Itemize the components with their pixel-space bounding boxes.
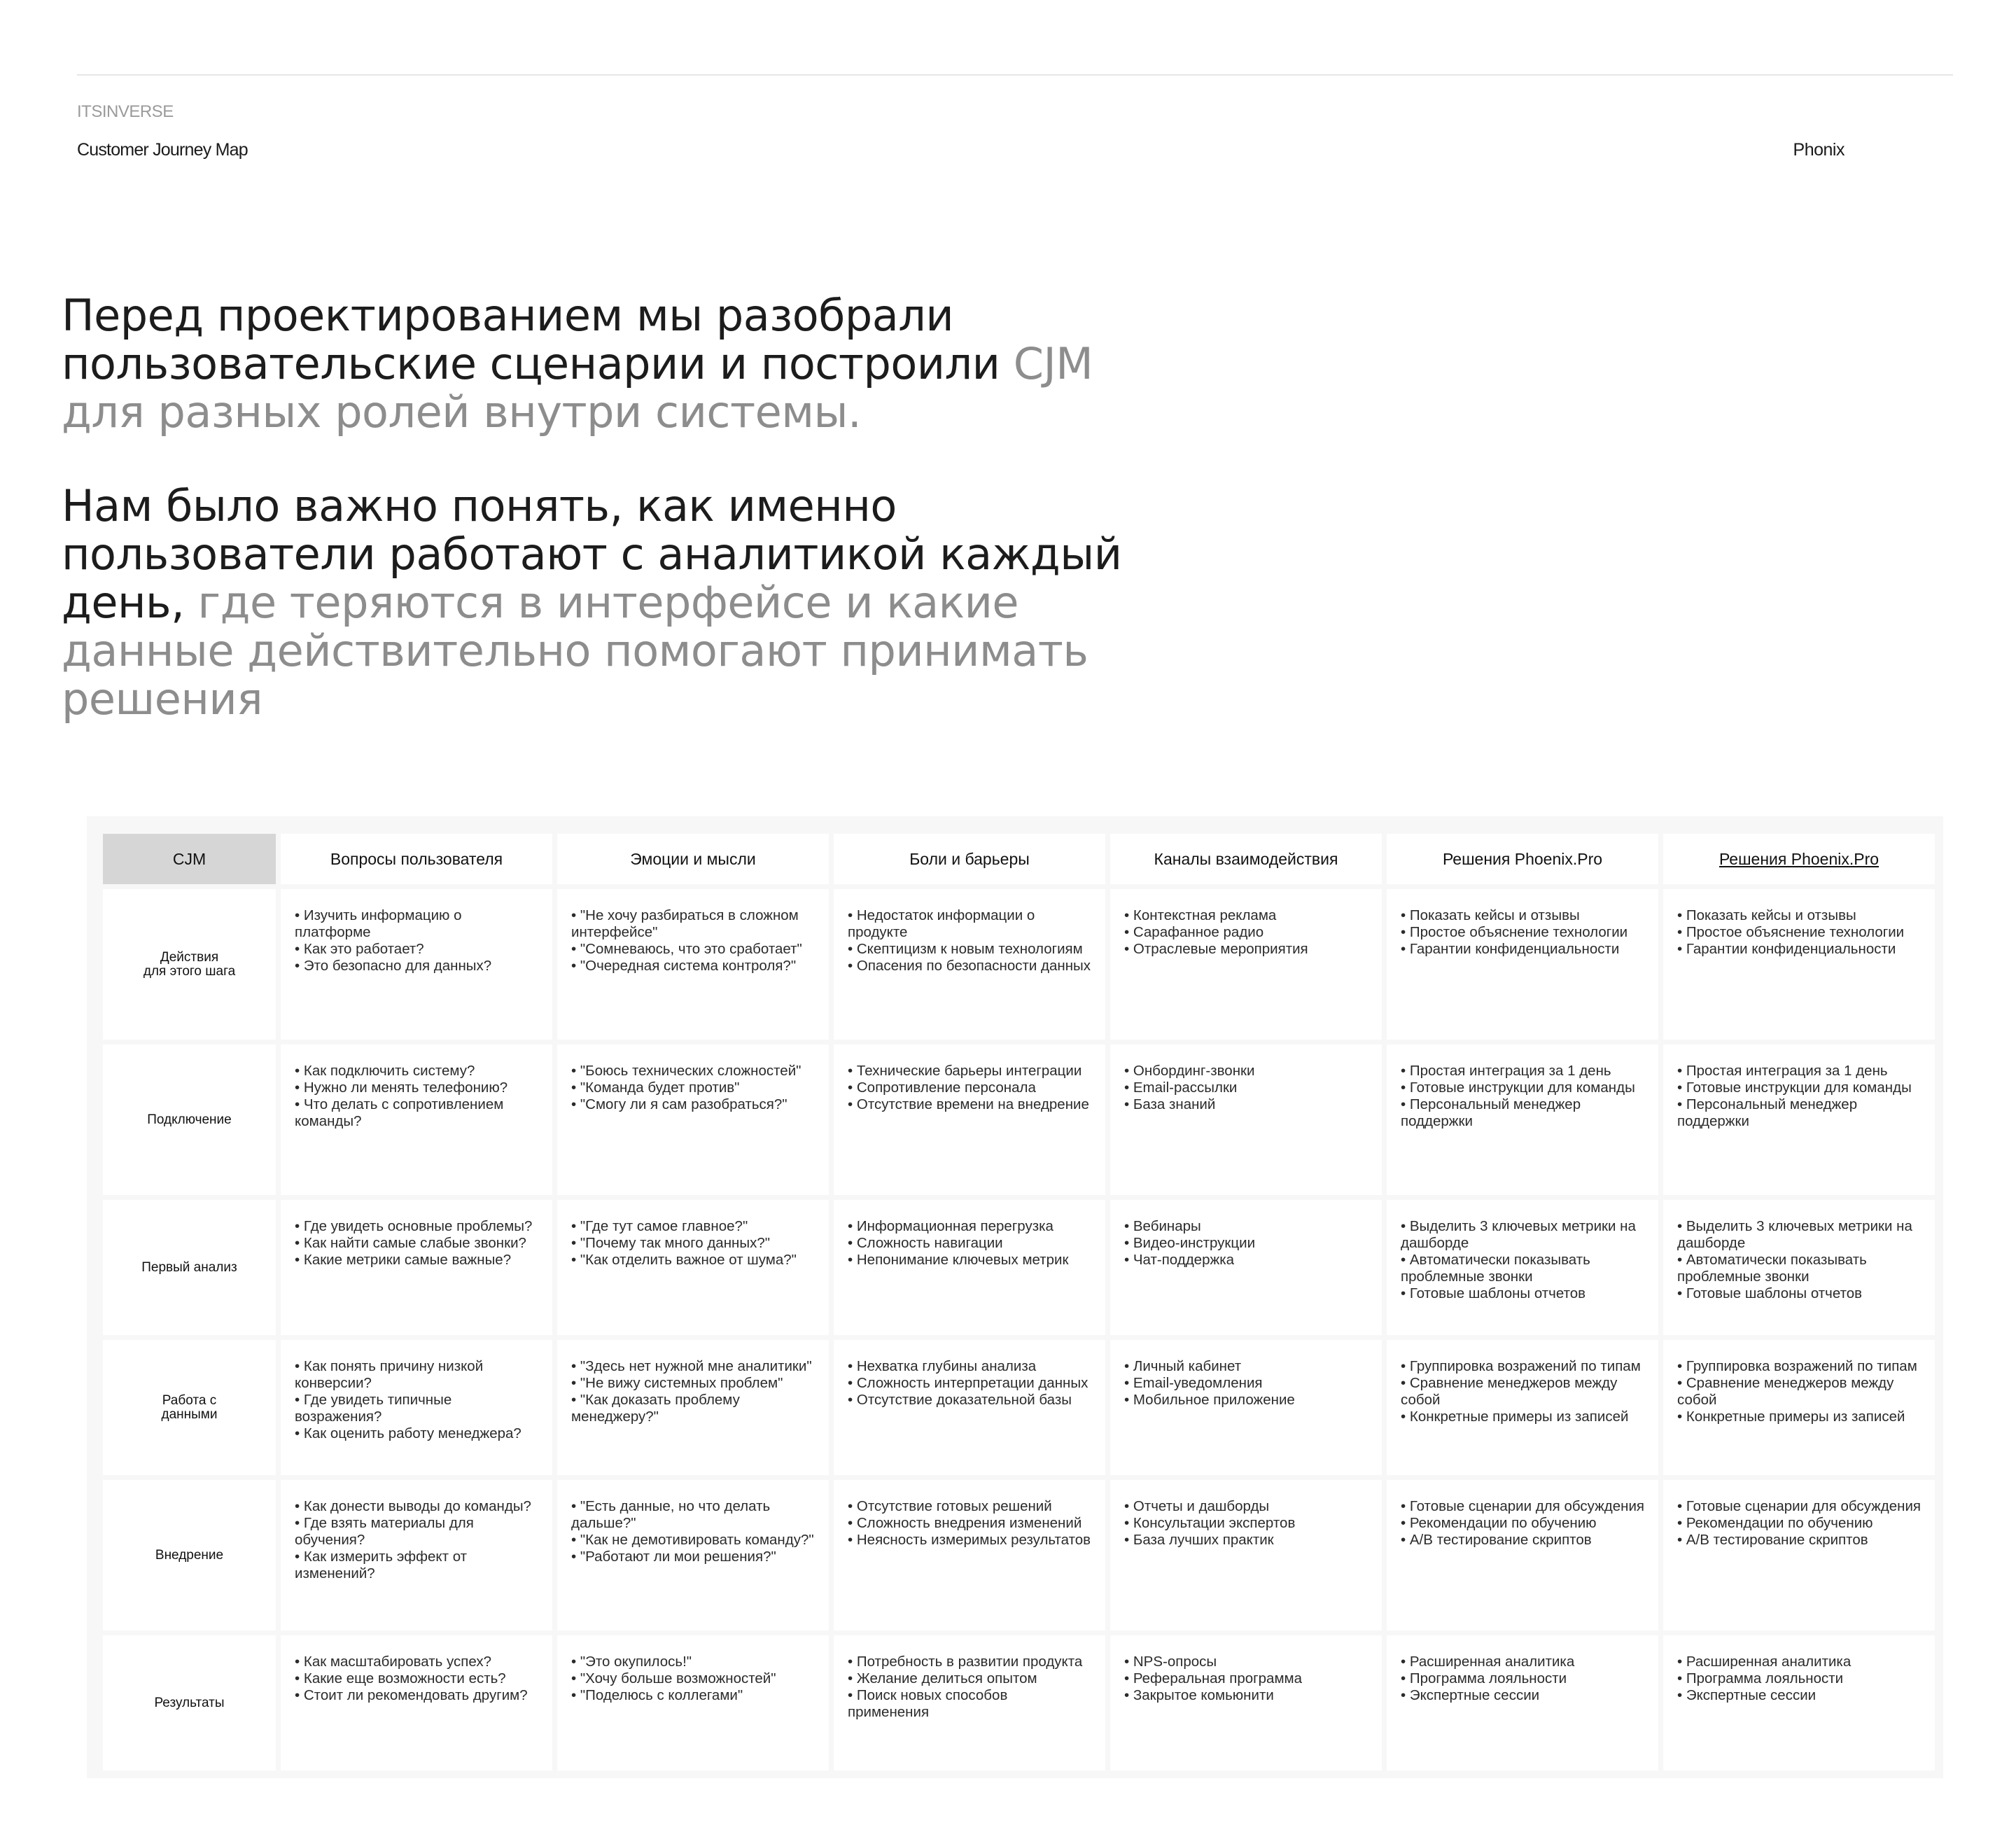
- cell-text: • Выделить 3 ключевых метрики на дашборде • Автоматически показывать проблемные звонки • Готовые шаблоны отчетов: [1401, 1218, 1636, 1301]
- cell-text: • Отсутствие готовых решений • Сложность внедрения изменений • Неясность измеримых результатов: [848, 1498, 1091, 1548]
- row-header: [103, 889, 276, 1040]
- column-header-linked: [1663, 834, 1935, 884]
- cell-text: • Нехватка глубины анализа • Сложность интерпретации данных • Отсутствие доказательной базы: [848, 1358, 1088, 1408]
- row-header: [103, 1340, 276, 1475]
- table-cell: [1387, 1480, 1658, 1630]
- table-cell: [1387, 1045, 1658, 1195]
- cell-text: • "Это окупилось!" • "Хочу больше возможностей" • "Поделюсь с коллегами": [571, 1654, 776, 1703]
- cell-text: • Группировка возражений по типам • Сравнение менеджеров между собой • Конкретные примеры из записей: [1401, 1358, 1641, 1425]
- cell-text: • Простая интеграция за 1 день • Готовые инструкции для команды • Персональный менеджер поддержки: [1677, 1063, 1912, 1129]
- table-cell: [834, 1200, 1105, 1335]
- column-header-link-text: Решения Phoenix.Pro: [1718, 849, 1879, 868]
- brand-label: ITSINVERSE: [77, 102, 174, 121]
- cell-text: • "Не хочу разбираться в сложном интерфейсе" • "Сомневаюсь, что это сработает" • "Очередная система контроля?": [571, 907, 802, 974]
- cell-text: • Расширенная аналитика • Программа лояльности • Экспертные сессии: [1677, 1654, 1851, 1703]
- row-header: [103, 1200, 276, 1335]
- row-header: [103, 1480, 276, 1630]
- project-name: Phonix: [1793, 140, 1844, 160]
- table-corner-cell: CJM: [103, 834, 276, 884]
- table-cell: [834, 1340, 1105, 1475]
- column-header: Вопросы пользователя: [281, 834, 552, 884]
- cell-text: • Выделить 3 ключевых метрики на дашборде • Автоматически показывать проблемные звонки • Готовые шаблоны отчетов: [1677, 1218, 1912, 1301]
- table-row: [103, 1635, 1935, 1770]
- column-header: Решения Phoenix.Pro: [1387, 834, 1658, 884]
- intro-paragraph-1: [62, 291, 1154, 436]
- cell-text: • Недостаток информации о продукте • Скептицизм к новым технологиям • Опасения по безопасности данных: [848, 907, 1091, 974]
- cell-text: • Онбординг-звонки • Email-рассылки • База знаний: [1124, 1063, 1255, 1112]
- intro-2-grey-text: где теряются в интерфейсе и какие данные действительно помогают принимать решения: [62, 577, 1088, 725]
- table-cell: [281, 1200, 552, 1335]
- table-cell: [281, 889, 552, 1040]
- cell-text: • Изучить информацию о платформе • Как это работает? • Это безопасно для данных?: [295, 907, 492, 974]
- table-row: [103, 889, 1935, 1040]
- table-cell: [1663, 1480, 1935, 1630]
- table-cell: [1663, 1340, 1935, 1475]
- intro-1-grey-text: CJM для разных ролей внутри системы.: [62, 338, 1093, 438]
- table-cell: [281, 1045, 552, 1195]
- cell-text: • Группировка возражений по типам • Сравнение менеджеров между собой • Конкретные примеры из записей: [1677, 1358, 1917, 1425]
- cell-text: • "Здесь нет нужной мне аналитики" • "Не вижу системных проблем" • "Как доказать проблему менеджеру?": [571, 1358, 812, 1425]
- cell-text: • Контекстная реклама • Сарафанное радио • Отраслевые мероприятия: [1124, 907, 1308, 957]
- cell-text: • "Есть данные, но что делать дальше?" • "Как не демотивировать команду?" • "Работают ли мои решения?": [571, 1498, 814, 1565]
- cell-text: • Как донести выводы до команды? • Где взять материалы для обучения? • Как измерить эффект от изменений?: [295, 1498, 531, 1581]
- table-header-row: [103, 834, 1935, 884]
- table-cell: [1110, 1200, 1382, 1335]
- table-row: [103, 1200, 1935, 1335]
- table-cell: [557, 1045, 829, 1195]
- table-cell: [1110, 889, 1382, 1040]
- cell-text: • Личный кабинет • Email-уведомления • Мобильное приложение: [1124, 1358, 1295, 1408]
- row-header-label: Результаты: [154, 1695, 225, 1710]
- table-cell: [1387, 1635, 1658, 1770]
- intro-2-dark-text: Нам было важно понять, как именно пользователи работают с аналитикой каждый день,: [62, 480, 1122, 628]
- cell-text: • Как понять причину низкой конверсии? • Где увидеть типичные возражения? • Как оценить работу менеджера?: [295, 1358, 522, 1441]
- table-cell: [834, 1635, 1105, 1770]
- table-cell: [1110, 1045, 1382, 1195]
- table-cell: [1110, 1635, 1382, 1770]
- cell-text: • Простая интеграция за 1 день • Готовые инструкции для команды • Персональный менеджер поддержки: [1401, 1063, 1635, 1129]
- cell-text: • Как подключить систему? • Нужно ли менять телефонию? • Что делать с сопротивлением команды?: [295, 1063, 508, 1129]
- cell-text: • Показать кейсы и отзывы • Простое объяснение технологии • Гарантии конфиденциальности: [1677, 907, 1905, 957]
- table-cell: [281, 1340, 552, 1475]
- cell-text: • Технические барьеры интеграции • Сопротивление персонала • Отсутствие времени на внедрение: [848, 1063, 1089, 1112]
- table-cell: [1110, 1340, 1382, 1475]
- cell-text: • "Боюсь технических сложностей" • "Команда будет против" • "Смогу ли я сам разобраться?": [571, 1063, 802, 1112]
- table-cell: [557, 1635, 829, 1770]
- row-header-label: Работа с данными: [161, 1392, 218, 1422]
- table-cell: [557, 1480, 829, 1630]
- cell-text: • Готовые сценарии для обсуждения • Рекомендации по обучению • A/B тестирование скриптов: [1677, 1498, 1921, 1548]
- row-header-label: Первый анализ: [141, 1259, 237, 1275]
- table-cell: [557, 889, 829, 1040]
- table-row: [103, 1480, 1935, 1630]
- table-cell: [1387, 1340, 1658, 1475]
- table-cell: [1663, 1045, 1935, 1195]
- table-row: [103, 1045, 1935, 1195]
- cell-text: • Как масштабировать успех? • Какие еще возможности есть? • Стоит ли рекомендовать другим?: [295, 1654, 528, 1703]
- column-header: Боли и барьеры: [834, 834, 1105, 884]
- table-cell: [1387, 889, 1658, 1040]
- table-cell: [834, 1045, 1105, 1195]
- row-header-label: Подключение: [147, 1112, 232, 1127]
- cell-text: • "Где тут самое главное?" • "Почему так много данных?" • "Как отделить важное от шума?": [571, 1218, 797, 1268]
- cell-text: • Где увидеть основные проблемы? • Как найти самые слабые звонки? • Какие метрики самые важные?: [295, 1218, 533, 1268]
- page-subtitle: Customer Journey Map: [77, 140, 248, 160]
- column-header: Эмоции и мысли: [557, 834, 829, 884]
- table-cell: [1663, 1200, 1935, 1335]
- cell-text: • Потребность в развитии продукта • Желание делиться опытом • Поиск новых способов применения: [848, 1654, 1083, 1720]
- table-cell: [281, 1635, 552, 1770]
- table-cell: [281, 1480, 552, 1630]
- cell-text: • Вебинары • Видео-инструкции • Чат-поддержка: [1124, 1218, 1256, 1268]
- cjm-table-panel: [87, 816, 1943, 1778]
- row-header: [103, 1635, 276, 1770]
- row-header-label: Действия для этого шага: [143, 949, 236, 979]
- row-header-label: Внедрение: [155, 1547, 224, 1563]
- cell-text: • Расширенная аналитика • Программа лояльности • Экспертные сессии: [1401, 1654, 1575, 1703]
- cell-text: • Информационная перегрузка • Сложность навигации • Непонимание ключевых метрик: [848, 1218, 1069, 1268]
- cell-text: • Готовые сценарии для обсуждения • Рекомендации по обучению • A/B тестирование скриптов: [1401, 1498, 1645, 1548]
- column-header: Каналы взаимодействия: [1110, 834, 1382, 884]
- cell-text: • Отчеты и дашборды • Консультации экспертов • База лучших практик: [1124, 1498, 1296, 1548]
- row-header: [103, 1045, 276, 1195]
- intro-1-dark-text: Перед проектированием мы разобрали пользовательские сценарии и построили: [62, 290, 1014, 389]
- intro-paragraph-2: [62, 482, 1196, 723]
- table-cell: [1663, 1635, 1935, 1770]
- table-cell: [1110, 1480, 1382, 1630]
- cell-text: • NPS-опросы • Реферальная программа • Закрытое комьюнити: [1124, 1654, 1303, 1703]
- table-cell: [557, 1200, 829, 1335]
- table-cell: [834, 889, 1105, 1040]
- cjm-table: [98, 829, 1940, 1775]
- header-divider: [77, 74, 1953, 76]
- table-row: [103, 1340, 1935, 1475]
- table-cell: [1663, 889, 1935, 1040]
- table-cell: [557, 1340, 829, 1475]
- table-cell: [834, 1480, 1105, 1630]
- cell-text: • Показать кейсы и отзывы • Простое объяснение технологии • Гарантии конфиденциальности: [1401, 907, 1628, 957]
- table-cell: [1387, 1200, 1658, 1335]
